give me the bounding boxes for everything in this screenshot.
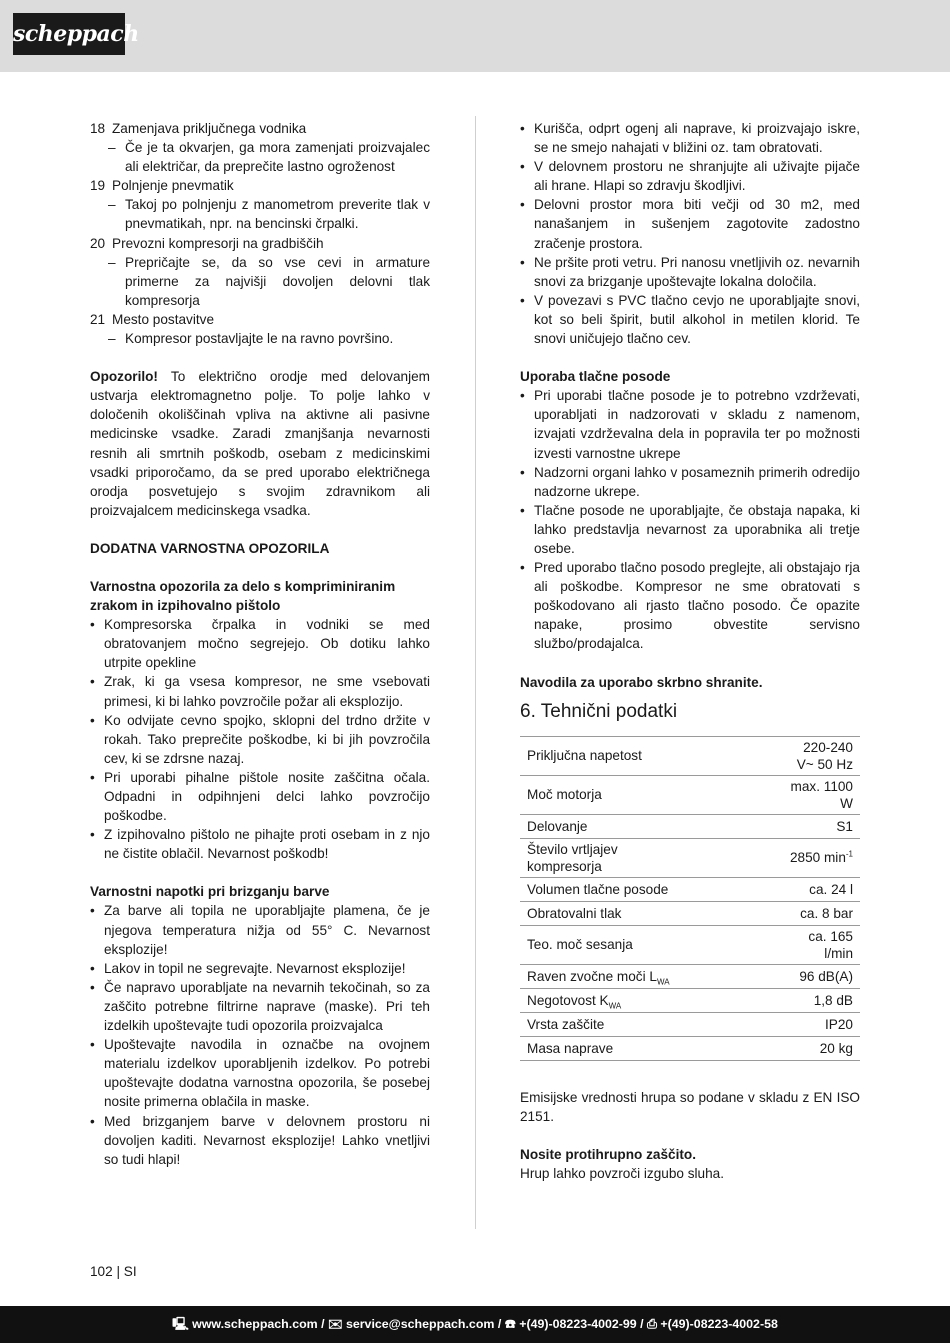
fax-icon: ⎙	[647, 1317, 657, 1331]
item-title: Prevozni kompresorji na gradbiščih	[112, 235, 324, 251]
bullet-item	[520, 501, 860, 558]
spec-label-text: Obratovalni tlak	[527, 905, 622, 921]
spec-row	[520, 838, 860, 877]
bullet-item	[90, 825, 430, 863]
bullet-text: Ne pršite proti vetru. Pri nanosu vnetljivih oz. nevarnih snovi za brizganje upoštevajte lokalna določila.	[534, 254, 860, 289]
spec-row	[520, 925, 860, 964]
right-column	[520, 119, 860, 1183]
bullet-marker: •	[520, 292, 525, 308]
spec-value-text: 20 kg	[819, 1040, 853, 1056]
dash-marker: –	[108, 197, 116, 213]
bullet-text: Če napravo uporabljate na nevarnih tekočinah, so za zaščito potrebne filtrirne naprave (maske). Pri teh izdelkih upoštevajte tudi opozorila proizvajalca	[104, 979, 430, 1034]
pressure-vessel-list	[520, 386, 860, 653]
bullet-text: Ko odvijate cevno spojko, sklopni del trdno držite v rokah. Tako preprečite poškodbe, ki bi jih povzročila cev, ki se zdrsne nazaj.	[104, 712, 430, 766]
spec-label	[520, 775, 776, 814]
scheppach-logo: scheppach	[13, 13, 125, 55]
bullet-marker: •	[520, 159, 525, 175]
spec-value-text: 96 dB(A)	[799, 968, 853, 984]
spec-label	[520, 964, 776, 988]
spec-label-text: Priključna napetost	[527, 748, 642, 764]
dash-marker: –	[108, 140, 116, 156]
bullet-marker: •	[90, 960, 95, 976]
spec-label-text: Masa naprave	[527, 1040, 614, 1056]
bullet-text: Kompresorska črpalka in vodniki se med obratovanjem močno segrejejo. Ob dotiku lahko utrpite opekline	[104, 617, 430, 671]
email-link[interactable]: service@scheppach.com	[345, 1317, 495, 1331]
spec-value	[776, 988, 860, 1012]
bullet-text: Lakov in topil ne segrevajte. Nevarnost eksplozije!	[104, 960, 406, 976]
item-title: Zamenjava priključnega vodnika	[112, 121, 307, 136]
spec-value-text: 220-240 V~ 50 Hz	[796, 739, 853, 772]
spec-label-sub: WA	[608, 1001, 622, 1011]
spec-value	[776, 838, 860, 877]
bullet-item	[90, 768, 430, 825]
spec-row	[520, 1012, 860, 1036]
bullet-item	[520, 157, 860, 195]
dash-item	[90, 138, 430, 176]
bullet-item	[90, 1112, 430, 1169]
numbered-list	[90, 119, 430, 348]
spec-value-sup: -1	[845, 849, 853, 859]
spec-label-text: Negotovost K	[527, 992, 609, 1008]
bullet-item	[90, 959, 430, 978]
extra-safety-heading: DODATNA VARNOSTNA OPOZORILA	[90, 540, 330, 556]
hearing-protection-heading: Nosite protihrupno zaščito.	[520, 1146, 696, 1162]
item-number: 20	[90, 235, 106, 251]
bullet-marker: •	[90, 979, 95, 995]
spec-label-text: Delovanje	[527, 818, 588, 834]
bullet-item	[520, 386, 860, 462]
spec-value	[776, 1036, 860, 1060]
spec-value	[776, 1012, 860, 1036]
hearing-protection-text: Hrup lahko povzroči izgubo sluha.	[520, 1165, 725, 1181]
workplace-list	[520, 119, 860, 348]
page-number: 102 | SI	[90, 1264, 137, 1279]
spec-value	[776, 814, 860, 838]
spec-value	[776, 901, 860, 925]
spec-value	[776, 736, 860, 775]
numbered-item	[90, 234, 430, 253]
spec-row	[520, 736, 860, 775]
phone-icon: ☎	[504, 1317, 516, 1331]
left-column	[90, 119, 430, 1169]
spec-value-text: ca. 8 bar	[800, 905, 853, 921]
spec-label-text: Moč motorja	[527, 787, 602, 803]
spec-label-text: Volumen tlačne posode	[527, 881, 669, 897]
pressure-vessel-heading: Uporaba tlačne posode	[520, 369, 671, 385]
spec-value-text: 2850 min	[789, 850, 846, 866]
fax-number: +(49)-08223-4002-58	[660, 1317, 778, 1331]
spec-label-text: Vrsta zaščite	[527, 1016, 605, 1032]
dash-text: Takoj po polnjenju z manometrom preverite tlak v pnevmatikah, npr. na bencinski črpalki.	[125, 197, 430, 232]
dash-item	[90, 195, 430, 233]
dash-item	[90, 253, 430, 310]
spec-label-text: Teo. moč sesanja	[527, 937, 633, 953]
spec-value	[776, 877, 860, 901]
bullet-text: Pri uporabi tlačne posode je to potrebno vzdrževati, uporabljati in nadzorovati v skladu z namenom, izvajati vzdrževalna dela in popravila ter po možnosti izvesti varnostne ukrepe	[534, 388, 860, 461]
bullet-text: Pred uporabo tlačno posodo preglejte, ali obstajajo rja ali poškodbe. Kompresor ne sme obratovati s poškodovano ali rjasto tlačno posodo. Če opazite napake, prosimo obvestite servisno službo/prodajalca.	[534, 560, 860, 652]
bullet-marker: •	[520, 464, 525, 480]
bullet-marker: •	[520, 121, 525, 136]
bullet-marker: •	[520, 502, 525, 518]
bullet-item	[520, 291, 860, 348]
bullet-text: Kurišča, odprt ogenj ali naprave, ki proizvajajo iskre, se ne smejo nahajati v bližini oz. tam obratovati.	[534, 121, 860, 156]
bullet-text: V delovnem prostoru ne shranjujte ali uživajte pijače ali hrane. Hlapi so zdravju škodljivi.	[534, 159, 860, 194]
section-title: 6. Tehnični podatki	[520, 700, 678, 722]
bullet-text: Delovni prostor mora biti večji od 30 m2, med nanašanjem in sušenjem zagotovite zadostno zračenje prostora.	[534, 197, 860, 251]
bullet-marker: •	[520, 560, 525, 576]
spec-row	[520, 775, 860, 814]
numbered-item	[90, 119, 430, 138]
bullet-marker: •	[90, 827, 95, 843]
dash-text: Kompresor postavljajte le na ravno površino.	[125, 331, 394, 347]
spec-label	[520, 736, 776, 775]
bullet-marker: •	[90, 903, 95, 919]
keep-instructions-note: Navodila za uporabo skrbno shranite.	[520, 674, 763, 690]
bullet-item	[520, 119, 860, 157]
dash-text: Če je ta okvarjen, ga mora zamenjati proizvajalec ali električar, da preprečite lastno ogroženost	[125, 140, 430, 175]
spec-row	[520, 1036, 860, 1060]
bullet-text: Za barve ali topila ne uporabljajte plamena, če je njegova temperatura nižja od 55° C. Nevarnost eksplozije!	[104, 903, 430, 957]
warning-label: Opozorilo!	[90, 369, 158, 385]
numbered-item	[90, 176, 430, 195]
technical-data-table	[520, 736, 860, 1061]
bullet-marker: •	[90, 617, 95, 633]
spec-label	[520, 901, 776, 925]
bullet-marker: •	[90, 1037, 95, 1053]
paint-spraying-heading: Varnostni napotki pri brizganju barve	[90, 884, 330, 900]
footer-bar: 🖳 www.scheppach.com / ✉ service@scheppach.com / ☎ +(49)-08223-4002-99 / ⎙ +(49)-08223-4002-58	[0, 1306, 950, 1343]
dash-text: Prepričajte se, da so vse cevi in armature primerne za najvišji dovoljen delovni tlak kompresorja	[125, 254, 430, 308]
spec-label-sub: WA	[656, 977, 670, 987]
spec-label	[520, 925, 776, 964]
spec-label-text: Raven zvočne moči L	[527, 968, 657, 984]
bullet-item	[90, 615, 430, 672]
dash-marker: –	[108, 331, 116, 347]
spec-label	[520, 1036, 776, 1060]
column-divider	[475, 116, 476, 1229]
bullet-item	[90, 978, 430, 1035]
spec-value	[776, 775, 860, 814]
spec-row	[520, 814, 860, 838]
bullet-marker: •	[520, 254, 525, 270]
spec-value-text: ca. 165 l/min	[808, 928, 853, 961]
bullet-item	[90, 711, 430, 768]
bullet-text: Zrak, ki ga vsesa kompresor, ne sme vsebovati primesi, ki bi lahko povzročile požar ali eksplozijo.	[104, 674, 430, 709]
warning-paragraph	[90, 367, 430, 520]
bullet-item	[520, 195, 860, 252]
bullet-item	[520, 253, 860, 291]
spec-row	[520, 988, 860, 1012]
bullet-item	[520, 558, 860, 653]
numbered-item	[90, 310, 430, 329]
spec-row	[520, 901, 860, 925]
spec-row	[520, 964, 860, 988]
spec-label	[520, 814, 776, 838]
spec-value-text: ca. 24 l	[809, 881, 853, 897]
spec-value-text: S1	[836, 818, 853, 834]
spec-label-text: Število vrtljajev kompresorja	[527, 841, 618, 874]
bullet-marker: •	[90, 674, 95, 690]
bullet-text: Tlačne posode ne uporabljajte, če obstaja napaka, ki lahko predstavlja nevarnost za uporabnika ali tretje osebe.	[534, 502, 860, 556]
bullet-text: Z izpihovalno pištolo ne pihajte proti osebam in z njo ne čistite oblačil. Nevarnost poškodb!	[104, 827, 430, 862]
item-number: 18	[90, 121, 106, 136]
item-number: 21	[90, 311, 106, 327]
spec-label	[520, 838, 776, 877]
compressed-air-list	[90, 615, 430, 863]
bullet-text: V povezavi s PVC tlačno cevjo ne uporabljajte snovi, kot so beli špirit, butil alkohol in metilen klorid. Te snovi uničujejo tlačno cev.	[534, 292, 860, 347]
paint-spraying-list	[90, 901, 430, 1168]
bullet-item	[520, 463, 860, 501]
spec-label	[520, 877, 776, 901]
bullet-marker: •	[520, 388, 525, 404]
phone-number: +(49)-08223-4002-99	[519, 1317, 637, 1331]
item-title: Polnjenje pnevmatik	[112, 178, 234, 194]
dash-item	[90, 329, 430, 348]
bullet-text: Upoštevajte navodila in označbe na ovojnem materialu izdelkov uporabljenih izdelkov. Po potrebi upoštevajte dodatna varnostna opozorila, še posebej nosite primerna oblačila in maske.	[104, 1037, 430, 1110]
bullet-marker: •	[90, 1113, 95, 1129]
bullet-item	[90, 901, 430, 958]
spec-value	[776, 925, 860, 964]
spec-row	[520, 877, 860, 901]
spec-label	[520, 1012, 776, 1036]
bullet-text: Pri uporabi pihalne pištole nosite zaščitna očala. Odpadni in odpihnjeni delci lahko povzročijo poškodbe.	[104, 769, 430, 824]
item-number: 19	[90, 178, 106, 194]
compressed-air-heading: Varnostna opozorila za delo s kompriminiranim zrakom in izpihovalno pištolo	[90, 578, 396, 614]
emission-text: Emisijske vrednosti hrupa so podane v skladu z EN ISO 2151.	[520, 1089, 860, 1124]
warning-text: To električno orodje med delovanjem ustvarja elektromagnetno polje. To polje lahko v določenih okoliščinah vpliva na aktivne ali pasivne medicinske vsadke. Zaradi zmanjšanja nevarnosti resnih ali smrtnih poškodb, osebam z medicinskimi vsadki priporočamo, da se pred uporabo električnega orodja posvetujejo s svojim zdravnikom ali proizvajalcem medicinskega vsadka.	[90, 369, 430, 518]
item-title: Mesto postavitve	[112, 311, 214, 327]
bullet-marker: •	[90, 712, 95, 728]
spec-value-text: IP20	[825, 1016, 853, 1032]
spec-label	[520, 988, 776, 1012]
bullet-marker: •	[90, 769, 95, 785]
spec-value-text: 1,8 dB	[813, 992, 853, 1008]
spec-value	[776, 964, 860, 988]
bullet-text: Med brizganjem barve v delovnem prostoru ni dovoljen kaditi. Nevarnost eksplozije! Lahko vnetljivi so tudi hlapi!	[104, 1113, 430, 1167]
bullet-item	[90, 672, 430, 710]
bullet-marker: •	[520, 197, 525, 213]
website-link[interactable]: www.scheppach.com	[192, 1317, 318, 1331]
bullet-text: Nadzorni organi lahko v posameznih primerih odredijo nadzorne ukrepe.	[534, 464, 860, 499]
dash-marker: –	[108, 254, 116, 270]
envelope-icon: ✉	[328, 1317, 343, 1331]
header-bar	[0, 0, 950, 72]
spec-value-text: max. 1100 W	[790, 778, 853, 811]
bullet-item	[90, 1035, 430, 1111]
computer-icon: 🖳	[172, 1317, 189, 1331]
